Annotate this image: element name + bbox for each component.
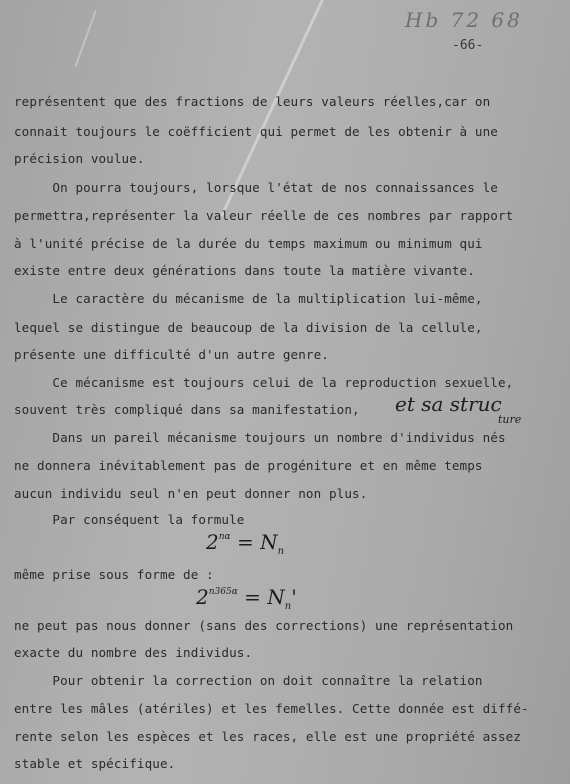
formula-base: 2 [206, 530, 219, 554]
formula-1 [206, 530, 284, 557]
text-line: précision voulue. [14, 151, 145, 166]
text-line: On pourra toujours, lorsque l'état de nos connaissances le [14, 180, 498, 195]
text-line: Pour obtenir la correction on doit connaître la relation [14, 673, 483, 688]
text-line: exacte du nombre des individus. [14, 645, 253, 660]
formula-subscript: n [277, 546, 285, 557]
film-scratch [74, 10, 96, 67]
handwritten-insertion: et sa struc [395, 392, 502, 416]
text-line: Le caractère du mécanisme de la multiplication lui-même, [14, 291, 483, 306]
formula-2 [196, 585, 297, 612]
formula-base: 2 [196, 585, 209, 609]
formula-rhs: N [267, 585, 285, 609]
text-line: même prise sous forme de : [14, 567, 214, 582]
text-line: présente une difficulté d'un autre genre. [14, 347, 329, 362]
text-line: Par conséquent la formule [14, 512, 245, 527]
text-line: existe entre deux générations dans toute la matière vivante. [14, 263, 475, 278]
formula-rhs: N [260, 530, 278, 554]
text-line: entre les mâles (atériles) et les femelles. Cette donnée est diffé- [14, 701, 529, 716]
text-line: représentent que des fractions de leurs valeurs réelles,car on [14, 94, 491, 109]
text-line: ne peut pas nous donner (sans des corrections) une représentation [14, 618, 514, 633]
formula-exponent: n365α [208, 587, 238, 598]
text-line: connait toujours le coëfficient qui permet de les obtenir à une [14, 124, 498, 139]
text-line: lequel se distingue de beaucoup de la division de la cellule, [14, 320, 483, 335]
text-line: rente selon les espèces et les races, elle est une propriété assez [14, 729, 522, 744]
text-line: aucun individu seul n'en peut donner non plus. [14, 486, 368, 501]
text-line: Ce mécanisme est toujours celui de la reproduction sexuelle, [14, 375, 514, 390]
text-line: Dans un pareil mécanisme toujours un nombre d'individus nés [14, 430, 506, 445]
handwritten-page-number: Hb 72 68 [405, 8, 523, 32]
formula-subscript: n [284, 601, 292, 612]
formula-prime: ' [291, 585, 297, 609]
formula-equals: = [244, 585, 261, 609]
text-line: stable et spécifique. [14, 756, 176, 771]
page-number: -66- [452, 38, 484, 53]
text-line: souvent très compliqué dans sa manifestation, [14, 402, 360, 417]
formula-exponent: nα [218, 532, 231, 543]
text-line: permettra,représenter la valeur réelle de ces nombres par rapport [14, 208, 514, 223]
handwritten-insertion: ture [498, 413, 522, 426]
text-line: ne donnera inévitablement pas de progéniture et en même temps [14, 458, 483, 473]
text-line: à l'unité précise de la durée du temps maximum ou minimum qui [14, 236, 483, 251]
formula-equals: = [236, 530, 254, 554]
